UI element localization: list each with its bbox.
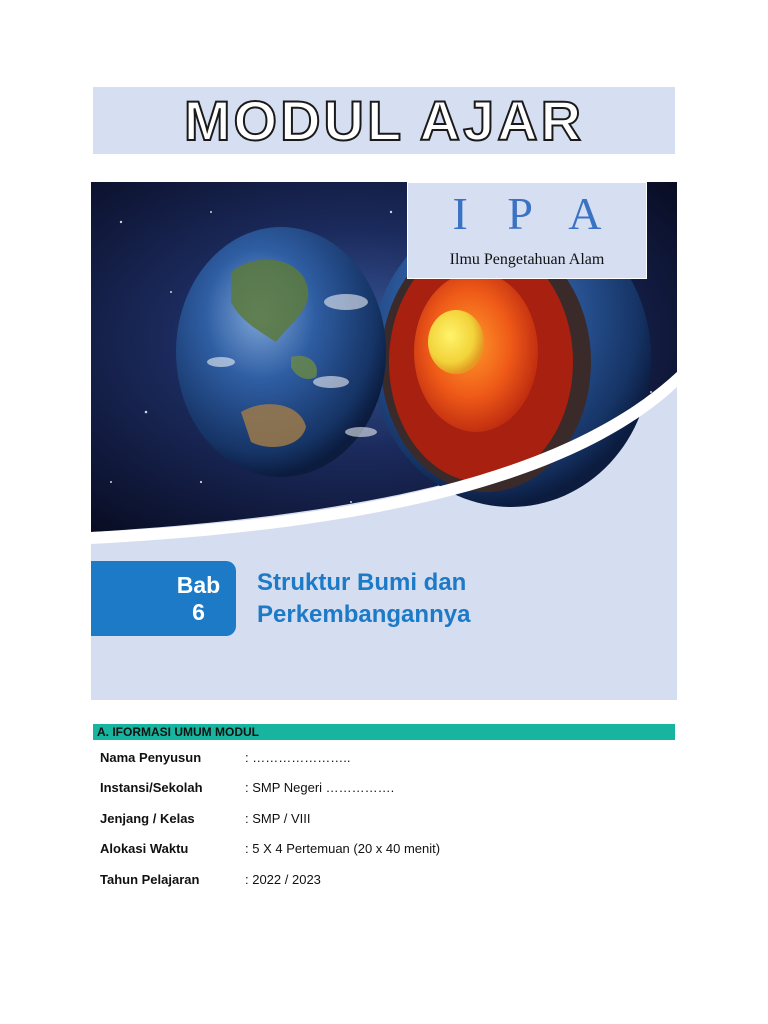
subject-title: I P A	[452, 188, 616, 239]
chapter-label: Bab	[176, 572, 221, 599]
info-label: Jenjang / Kelas	[100, 811, 195, 826]
info-label: Alokasi Waktu	[100, 841, 189, 856]
info-value: : 2022 / 2023	[245, 872, 321, 887]
chapter-tab	[91, 561, 236, 636]
chapter-title	[257, 567, 470, 631]
info-label: Nama Penyusun	[100, 750, 202, 765]
info-value: : SMP Negeri …………….	[245, 780, 395, 795]
info-value: : SMP / VIII	[245, 811, 311, 826]
document-title: MODUL AJAR	[183, 88, 585, 152]
info-label: Instansi/Sekolah	[100, 780, 203, 795]
info-value: : …………………..	[245, 750, 351, 765]
chapter-number: 6	[192, 598, 205, 625]
info-label: Tahun Pelajaran	[100, 872, 200, 887]
subject-box	[407, 182, 647, 279]
chapter-title-line-2: Perkembangannya	[257, 601, 471, 628]
chapter-title-line-1: Struktur Bumi dan	[257, 569, 467, 596]
section-header	[93, 724, 675, 740]
section-title: A. IFORMASI UMUM MODUL	[97, 725, 259, 739]
subject-subtitle: Ilmu Pengetahuan Alam	[449, 251, 605, 268]
title-band	[93, 87, 675, 154]
cover-illustration	[91, 182, 677, 700]
info-value: : 5 X 4 Pertemuan (20 x 40 menit)	[245, 841, 441, 856]
